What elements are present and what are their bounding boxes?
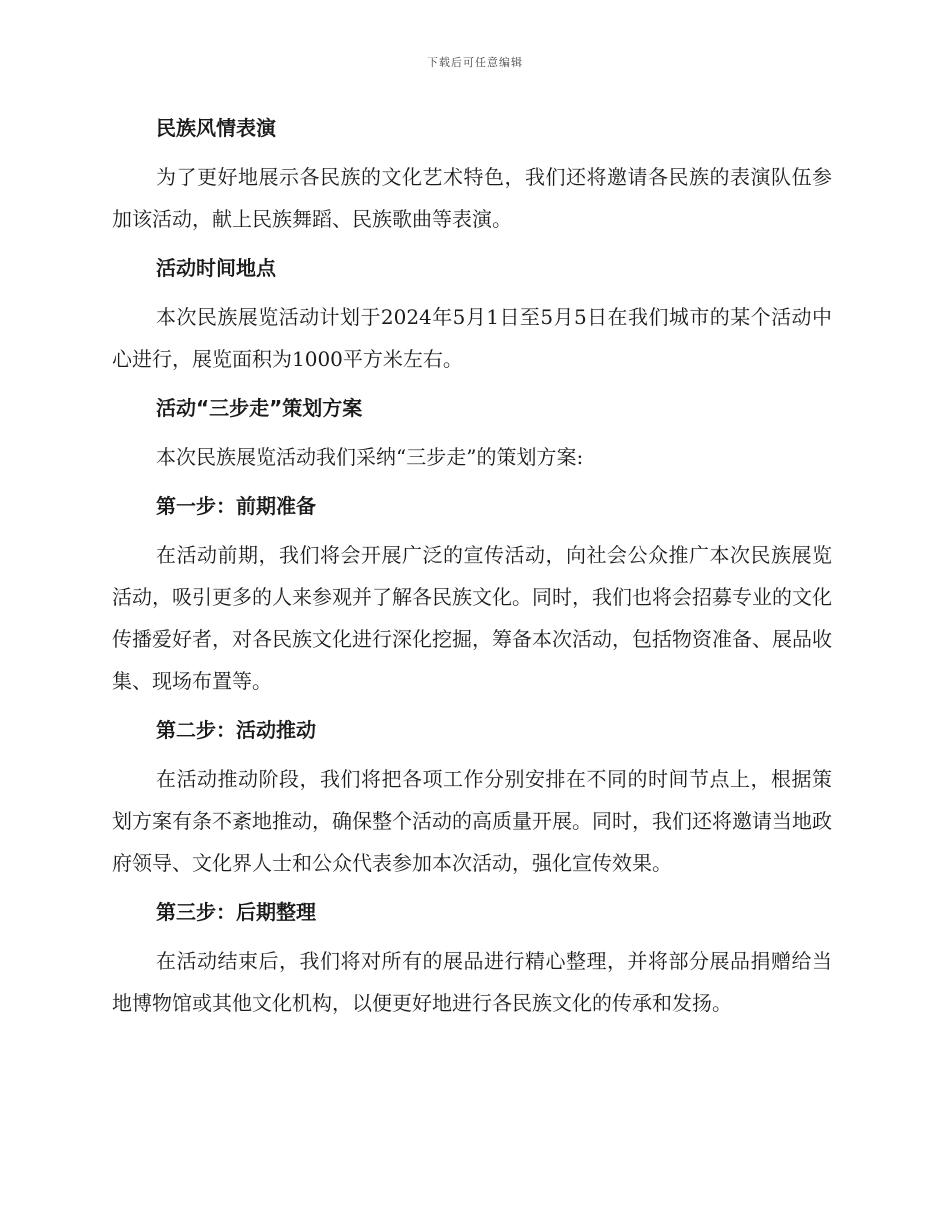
section-paragraph: 在活动前期，我们将会开展广泛的宣传活动，向社会公众推广本次民族展览活动，吸引更多的人来参观并了解各民族文化。同时，我们也将会招募专业的文化传播爱好者，对各民族文化进行深化挖掘，筹备本次活动，包括物资准备、展品收集、现场布置等。	[112, 543, 832, 693]
section-paragraph: 在活动推动阶段，我们将把各项工作分别安排在不同的时间节点上，根据策划方案有条不紊地推动，确保整个活动的高质量开展。同时，我们还将邀请当地政府领导、文化界人士和公众代表参加本次活动，强化宣传效果。	[112, 767, 832, 875]
section-heading: 第二步：活动推动	[156, 718, 316, 742]
page-header: 下载后可任意编辑	[427, 56, 523, 69]
section-heading: 民族风情表演	[156, 116, 276, 140]
section-paragraph: 为了更好地展示各民族的文化艺术特色，我们还将邀请各民族的表演队伍参加该活动，献上民族舞蹈、民族歌曲等表演。	[112, 165, 832, 231]
section-heading: 第三步：后期整理	[156, 900, 316, 924]
section-paragraph: 本次民族展览活动计划于2024年5月1日至5月5日在我们城市的某个活动中心进行，展览面积为1000平方米左右。	[112, 305, 832, 371]
section-paragraph: 在活动结束后，我们将对所有的展品进行精心整理，并将部分展品捐赠给当地博物馆或其他文化机构，以便更好地进行各民族文化的传承和发扬。	[112, 949, 832, 1015]
section-heading: 活动“三步走”策划方案	[156, 396, 363, 420]
section-heading: 活动时间地点	[156, 256, 276, 280]
document-body	[112, 110, 832, 1034]
section-paragraph: 本次民族展览活动我们采纳“三步走”的策划方案:	[156, 445, 584, 469]
section-heading: 第一步：前期准备	[156, 494, 316, 518]
